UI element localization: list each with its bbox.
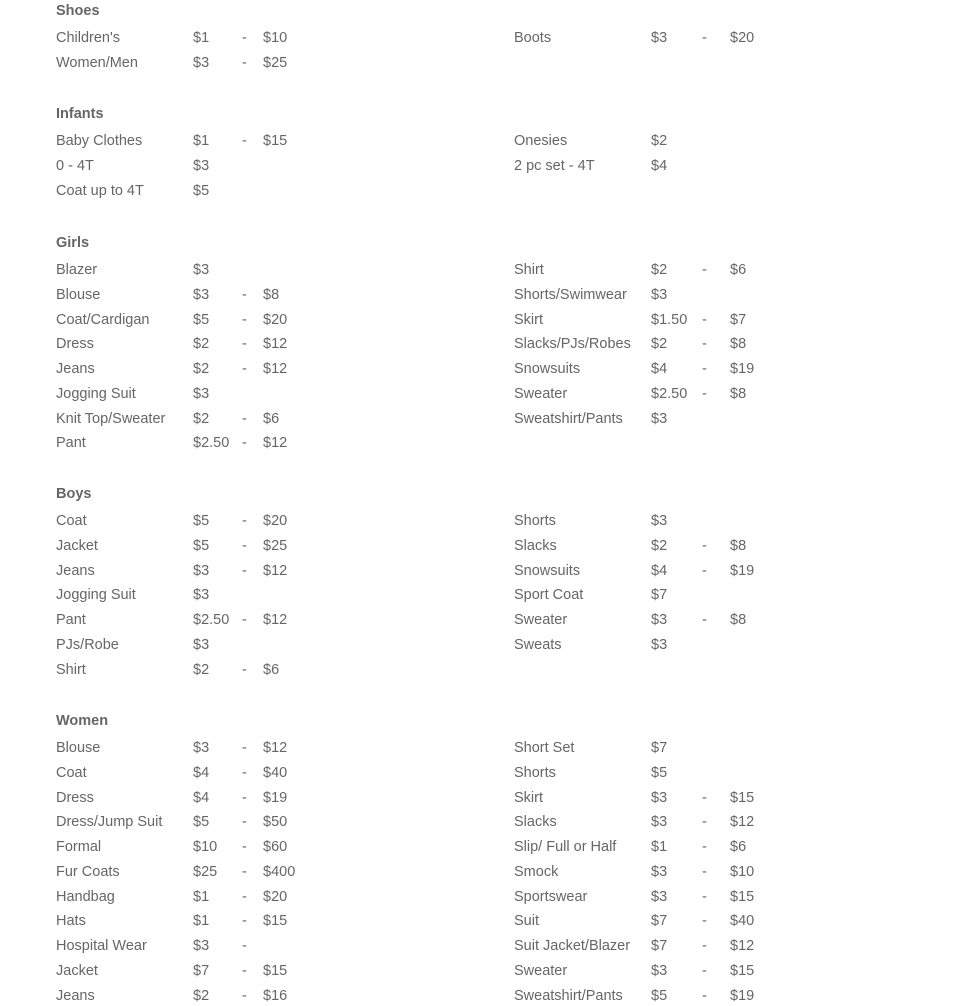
price-dash: - (242, 889, 247, 905)
item-name: Pant (56, 612, 86, 628)
item-name: Women/Men (56, 55, 138, 71)
price-high: $40 (263, 765, 288, 781)
section-heading: Girls (56, 235, 90, 251)
price-low: $1.50 (651, 312, 688, 328)
price-high: $20 (730, 30, 755, 46)
price-dash: - (702, 336, 707, 352)
price-dash: - (702, 262, 707, 278)
price-low: $1 (193, 889, 210, 905)
price-low: $3 (651, 411, 668, 427)
price-dash: - (242, 988, 247, 1004)
price-high: $8 (730, 538, 747, 554)
item-name: Sweater (514, 963, 568, 979)
item-name: Slip/ Full or Half (514, 839, 617, 855)
price-low: $1 (193, 30, 210, 46)
item-name: Hospital Wear (56, 938, 147, 954)
price-high: $12 (263, 435, 288, 451)
price-dash: - (702, 790, 707, 806)
price-dash: - (702, 963, 707, 979)
price-low: $2 (651, 336, 668, 352)
price-dash: - (242, 563, 247, 579)
price-high: $19 (263, 790, 288, 806)
price-low: $3 (651, 30, 668, 46)
price-high: $12 (263, 336, 288, 352)
price-high: $12 (263, 361, 288, 377)
price-dash: - (242, 913, 247, 929)
price-high: $15 (263, 913, 288, 929)
price-high: $400 (263, 864, 296, 880)
price-low: $5 (193, 312, 210, 328)
price-dash: - (242, 411, 247, 427)
price-high: $15 (730, 790, 755, 806)
price-dash: - (702, 612, 707, 628)
price-low: $4 (651, 361, 668, 377)
price-high: $6 (263, 662, 280, 678)
price-dash: - (702, 814, 707, 830)
price-low: $5 (651, 988, 668, 1004)
item-name: Suit (514, 913, 539, 929)
item-name: Sweats (514, 637, 562, 653)
price-low: $3 (651, 889, 668, 905)
item-name: Jeans (56, 988, 95, 1004)
item-name: Slacks (514, 538, 557, 554)
price-high: $15 (263, 133, 288, 149)
price-dash: - (242, 963, 247, 979)
price-low: $2 (651, 538, 668, 554)
price-high: $8 (730, 386, 747, 402)
price-dash: - (702, 386, 707, 402)
price-high: $7 (730, 312, 747, 328)
price-low: $1 (193, 913, 210, 929)
price-low: $3 (651, 612, 668, 628)
item-name: Shorts (514, 513, 556, 529)
price-high: $15 (730, 889, 755, 905)
price-dash: - (702, 864, 707, 880)
price-low: $3 (193, 740, 210, 756)
price-low: $4 (651, 563, 668, 579)
item-name: Suit Jacket/Blazer (514, 938, 631, 954)
price-low: $4 (193, 790, 210, 806)
item-name: Short Set (514, 740, 575, 756)
item-name: Dress/Jump Suit (56, 814, 163, 830)
price-low: $3 (651, 513, 668, 529)
item-name: Dress (56, 790, 94, 806)
price-high: $25 (263, 538, 288, 554)
price-high: $20 (263, 889, 288, 905)
item-name: Blazer (56, 262, 98, 278)
item-name: Boots (514, 30, 552, 46)
price-high: $8 (730, 612, 747, 628)
price-dash: - (702, 30, 707, 46)
price-low: $7 (651, 740, 668, 756)
item-name: Coat up to 4T (56, 183, 144, 199)
price-high: $6 (730, 839, 747, 855)
price-low: $3 (193, 563, 210, 579)
price-low: $2.50 (193, 612, 230, 628)
price-dash: - (242, 662, 247, 678)
price-high: $12 (730, 938, 755, 954)
price-low: $3 (651, 963, 668, 979)
price-low: $7 (651, 913, 668, 929)
price-high: $19 (730, 361, 755, 377)
price-dash: - (242, 765, 247, 781)
item-name: Formal (56, 839, 102, 855)
section-heading: Shoes (56, 3, 100, 19)
price-high: $10 (730, 864, 755, 880)
price-dash: - (242, 513, 247, 529)
price-dash: - (242, 612, 247, 628)
price-dash: - (242, 839, 247, 855)
section-heading: Women (56, 713, 109, 729)
price-low: $2.50 (193, 435, 230, 451)
price-dash: - (702, 938, 707, 954)
price-low: $5 (193, 513, 210, 529)
price-low: $5 (193, 183, 210, 199)
price-dash: - (242, 361, 247, 377)
price-high: $8 (263, 287, 280, 303)
item-name: Sport Coat (514, 587, 584, 603)
item-name: Baby Clothes (56, 133, 143, 149)
price-dash: - (242, 312, 247, 328)
price-low: $3 (651, 814, 668, 830)
price-low: $2 (651, 133, 668, 149)
price-low: $3 (193, 262, 210, 278)
price-high: $12 (263, 612, 288, 628)
price-low: $3 (193, 55, 210, 71)
price-dash: - (702, 889, 707, 905)
price-high: $19 (730, 988, 755, 1004)
item-name: Blouse (56, 287, 101, 303)
item-name: Jeans (56, 563, 95, 579)
item-name: Jogging Suit (56, 386, 136, 402)
item-name: Jacket (56, 538, 98, 554)
price-high: $8 (730, 336, 747, 352)
item-name: Jogging Suit (56, 587, 136, 603)
price-low: $7 (651, 938, 668, 954)
item-name: Onesies (514, 133, 568, 149)
item-name: Dress (56, 336, 94, 352)
price-low: $3 (651, 637, 668, 653)
price-high: $16 (263, 988, 288, 1004)
item-name: Skirt (514, 790, 543, 806)
price-low: $3 (193, 158, 210, 174)
price-dash: - (242, 336, 247, 352)
price-low: $7 (193, 963, 210, 979)
item-name: Sweatshirt/Pants (514, 988, 623, 1004)
item-name: Coat/Cardigan (56, 312, 150, 328)
item-name: 0 - 4T (56, 158, 94, 174)
price-high: $6 (263, 411, 280, 427)
item-name: 2 pc set - 4T (514, 158, 595, 174)
item-name: Shirt (56, 662, 86, 678)
item-name: Blouse (56, 740, 101, 756)
price-low: $4 (193, 765, 210, 781)
price-low: $3 (193, 386, 210, 402)
section-heading: Infants (56, 106, 104, 122)
price-dash: - (242, 287, 247, 303)
price-low: $3 (193, 637, 210, 653)
price-high: $40 (730, 913, 755, 929)
price-high: $19 (730, 563, 755, 579)
price-low: $3 (193, 587, 210, 603)
price-dash: - (702, 839, 707, 855)
item-name: Handbag (56, 889, 115, 905)
price-high: $12 (263, 740, 288, 756)
price-dash: - (702, 913, 707, 929)
item-name: Shirt (514, 262, 544, 278)
price-low: $3 (193, 287, 210, 303)
price-dash: - (242, 814, 247, 830)
price-low: $1 (193, 133, 210, 149)
price-low: $7 (651, 587, 668, 603)
item-name: Sweater (514, 386, 568, 402)
price-low: $2 (651, 262, 668, 278)
price-high: $50 (263, 814, 288, 830)
price-low: $10 (193, 839, 218, 855)
price-low: $3 (651, 864, 668, 880)
item-name: Pant (56, 435, 86, 451)
price-high: $12 (730, 814, 755, 830)
item-name: Smock (514, 864, 559, 880)
item-name: Slacks (514, 814, 557, 830)
item-name: Shorts (514, 765, 556, 781)
item-name: Coat (56, 765, 87, 781)
price-high: $25 (263, 55, 288, 71)
price-dash: - (242, 538, 247, 554)
item-name: Skirt (514, 312, 543, 328)
price-low: $3 (193, 938, 210, 954)
item-name: Jacket (56, 963, 98, 979)
price-dash: - (242, 133, 247, 149)
price-low: $3 (651, 790, 668, 806)
price-low: $5 (193, 538, 210, 554)
price-low: $5 (193, 814, 210, 830)
item-name: Children's (56, 30, 121, 46)
price-low: $2 (193, 336, 210, 352)
item-name: Sweatshirt/Pants (514, 411, 623, 427)
price-dash: - (702, 563, 707, 579)
item-name: Sweater (514, 612, 568, 628)
item-name: Shorts/Swimwear (514, 287, 627, 303)
price-high: $10 (263, 30, 288, 46)
price-dash: - (242, 55, 247, 71)
price-low: $2 (193, 988, 210, 1004)
price-dash: - (702, 988, 707, 1004)
price-high: $12 (263, 563, 288, 579)
price-low: $4 (651, 158, 668, 174)
item-name: Snowsuits (514, 563, 581, 579)
price-low: $1 (651, 839, 668, 855)
price-low: $2 (193, 361, 210, 377)
price-dash: - (242, 740, 247, 756)
item-name: PJs/Robe (56, 637, 119, 653)
section-heading: Boys (56, 486, 92, 502)
price-dash: - (242, 864, 247, 880)
item-name: Fur Coats (56, 864, 120, 880)
price-low: $3 (651, 287, 668, 303)
price-high: $20 (263, 312, 288, 328)
price-dash: - (702, 312, 707, 328)
item-name: Hats (56, 913, 86, 929)
price-dash: - (242, 790, 247, 806)
price-high: $60 (263, 839, 288, 855)
price-dash: - (242, 435, 247, 451)
price-high: $20 (263, 513, 288, 529)
item-name: Coat (56, 513, 87, 529)
item-name: Knit Top/Sweater (56, 411, 166, 427)
item-name: Sportswear (514, 889, 588, 905)
price-low: $2 (193, 411, 210, 427)
price-high: $15 (730, 963, 755, 979)
price-low: $2.50 (651, 386, 688, 402)
price-low: $25 (193, 864, 218, 880)
price-dash: - (242, 938, 247, 954)
price-dash: - (702, 361, 707, 377)
price-dash: - (702, 538, 707, 554)
price-low: $5 (651, 765, 668, 781)
price-high: $15 (263, 963, 288, 979)
item-name: Jeans (56, 361, 95, 377)
item-name: Snowsuits (514, 361, 581, 377)
price-high: $6 (730, 262, 747, 278)
price-dash: - (242, 30, 247, 46)
item-name: Slacks/PJs/Robes (514, 336, 631, 352)
price-low: $2 (193, 662, 210, 678)
